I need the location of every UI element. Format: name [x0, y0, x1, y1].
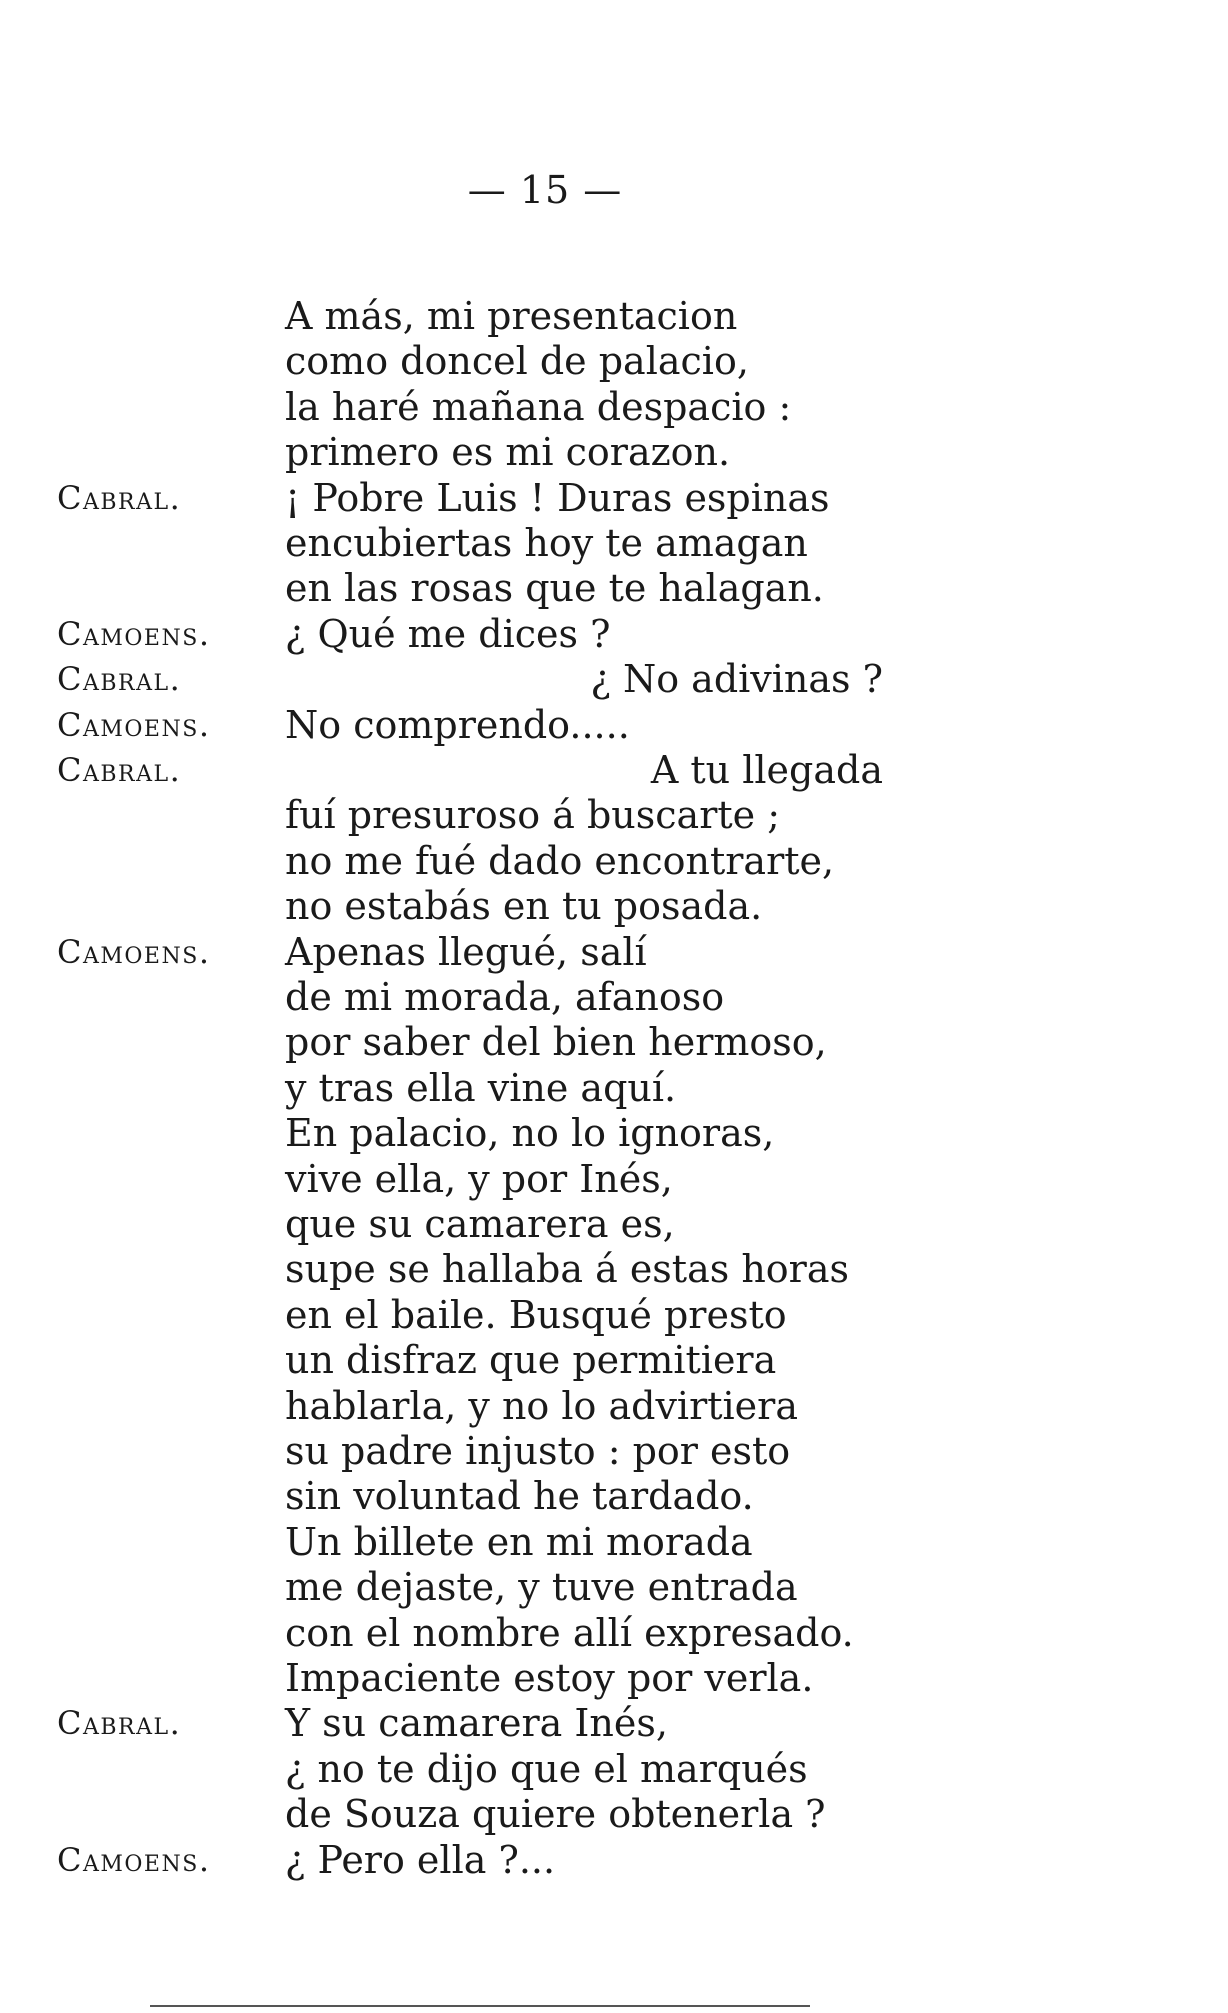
verse-line [0, 1383, 1228, 1429]
verse-line [0, 475, 1228, 521]
verse-line [0, 1791, 1228, 1837]
verse-line [0, 1473, 1228, 1519]
speaker-name: Cabral. [57, 478, 182, 517]
verse-text: y tras ella vine aquí. [285, 1065, 677, 1110]
speaker-name: Cabral. [57, 1704, 182, 1743]
verse-line [0, 1110, 1228, 1156]
verse-text: En palacio, no lo ignoras, [285, 1111, 775, 1156]
verse-text: sin voluntad he tardado. [285, 1474, 754, 1519]
speaker-name: Camoens. [57, 614, 211, 653]
verse-text: hablarla, y no lo advirtiera [285, 1383, 798, 1428]
verse-text: ¿ No adivinas ? [590, 657, 883, 702]
verse-line [0, 1655, 1228, 1701]
verse-line [0, 384, 1228, 430]
verse-line [0, 429, 1228, 475]
verse-text: en las rosas que te halagan. [285, 566, 824, 611]
verse-text: la haré mañana despacio : [285, 384, 792, 429]
speaker-name: Camoens. [57, 705, 211, 744]
verse-text: Impaciente estoy por verla. [285, 1656, 814, 1700]
verse-text: de Souza quiere obtenerla ? [285, 1792, 826, 1837]
verse-text: ¿ no te dijo que el marqués [285, 1746, 808, 1791]
verse-text: en el baile. Busqué presto [285, 1292, 787, 1337]
verse-text: supe se hallaba á estas horas [285, 1247, 849, 1292]
verse-line [0, 565, 1228, 611]
verse-text: ¡ Pobre Luis ! Duras espinas [285, 475, 830, 520]
verse-text: que su camarera es, [285, 1202, 675, 1246]
speaker-name: Cabral. [57, 751, 182, 789]
verse-line [0, 974, 1228, 1020]
verse-text: ¿ Qué me dices ? [285, 611, 611, 656]
verse-line [0, 611, 1228, 657]
verse-text: no estabás en tu posada. [285, 884, 763, 929]
verse-line [0, 1292, 1228, 1338]
page-number: — 15 — [467, 168, 623, 212]
verse-text: vive ella, y por Inés, [285, 1156, 673, 1201]
verse-line [0, 1610, 1228, 1656]
verse-text: A tu llegada [650, 748, 883, 792]
verse-line [0, 338, 1228, 384]
verse-line [0, 883, 1228, 929]
verse-text: un disfraz que permitiera [285, 1338, 777, 1383]
verse-text: de mi morada, afanoso [285, 975, 725, 1019]
verse-line [0, 1519, 1228, 1565]
verse-text: no me fué dado encontrarte, [285, 838, 835, 883]
speaker-name: Camoens. [57, 1840, 211, 1879]
verse-line [0, 656, 1228, 702]
verse-text: Apenas llegué, salí [285, 929, 647, 974]
verse-line [0, 1065, 1228, 1111]
verse-text: Y su camarera Inés, [285, 1701, 668, 1746]
verse-line [0, 1156, 1228, 1202]
verse-line [0, 792, 1228, 838]
verse-line [0, 1201, 1228, 1247]
verse-line [0, 1019, 1228, 1065]
verse-line [0, 1564, 1228, 1610]
verse-text: como doncel de palacio, [285, 339, 749, 384]
verse-text: su padre injusto : por esto [285, 1429, 791, 1473]
verse-text: encubiertas hoy te amagan [285, 521, 808, 565]
verse-line [0, 929, 1228, 975]
speaker-name: Cabral. [57, 660, 182, 699]
verse-line [0, 1837, 1228, 1883]
verse-line [0, 702, 1228, 748]
verse-text: No comprendo..... [285, 702, 630, 747]
verse-text: con el nombre allí expresado. [285, 1610, 854, 1655]
verse-line [0, 747, 1228, 793]
bottom-rule [150, 2005, 810, 2007]
verse-text: me dejaste, y tuve entrada [285, 1565, 798, 1610]
verse-text: ¿ Pero ella ?... [285, 1837, 556, 1882]
verse-text: primero es mi corazon. [285, 430, 731, 475]
verse-text: Un billete en mi morada [285, 1519, 753, 1564]
verse-line [0, 520, 1228, 566]
verse-line [0, 1428, 1228, 1474]
verse-text: fuí presuroso á buscarte ; [285, 793, 781, 838]
verse-line [0, 1337, 1228, 1383]
verse-line [0, 1700, 1228, 1746]
verse-line [0, 838, 1228, 884]
verse-text: A más, mi presentacion [285, 294, 738, 338]
verse-line [0, 293, 1228, 339]
speaker-name: Camoens. [57, 932, 211, 971]
verse-text: por saber del bien hermoso, [285, 1020, 827, 1065]
verse-line [0, 1246, 1228, 1292]
verse-line [0, 1746, 1228, 1792]
